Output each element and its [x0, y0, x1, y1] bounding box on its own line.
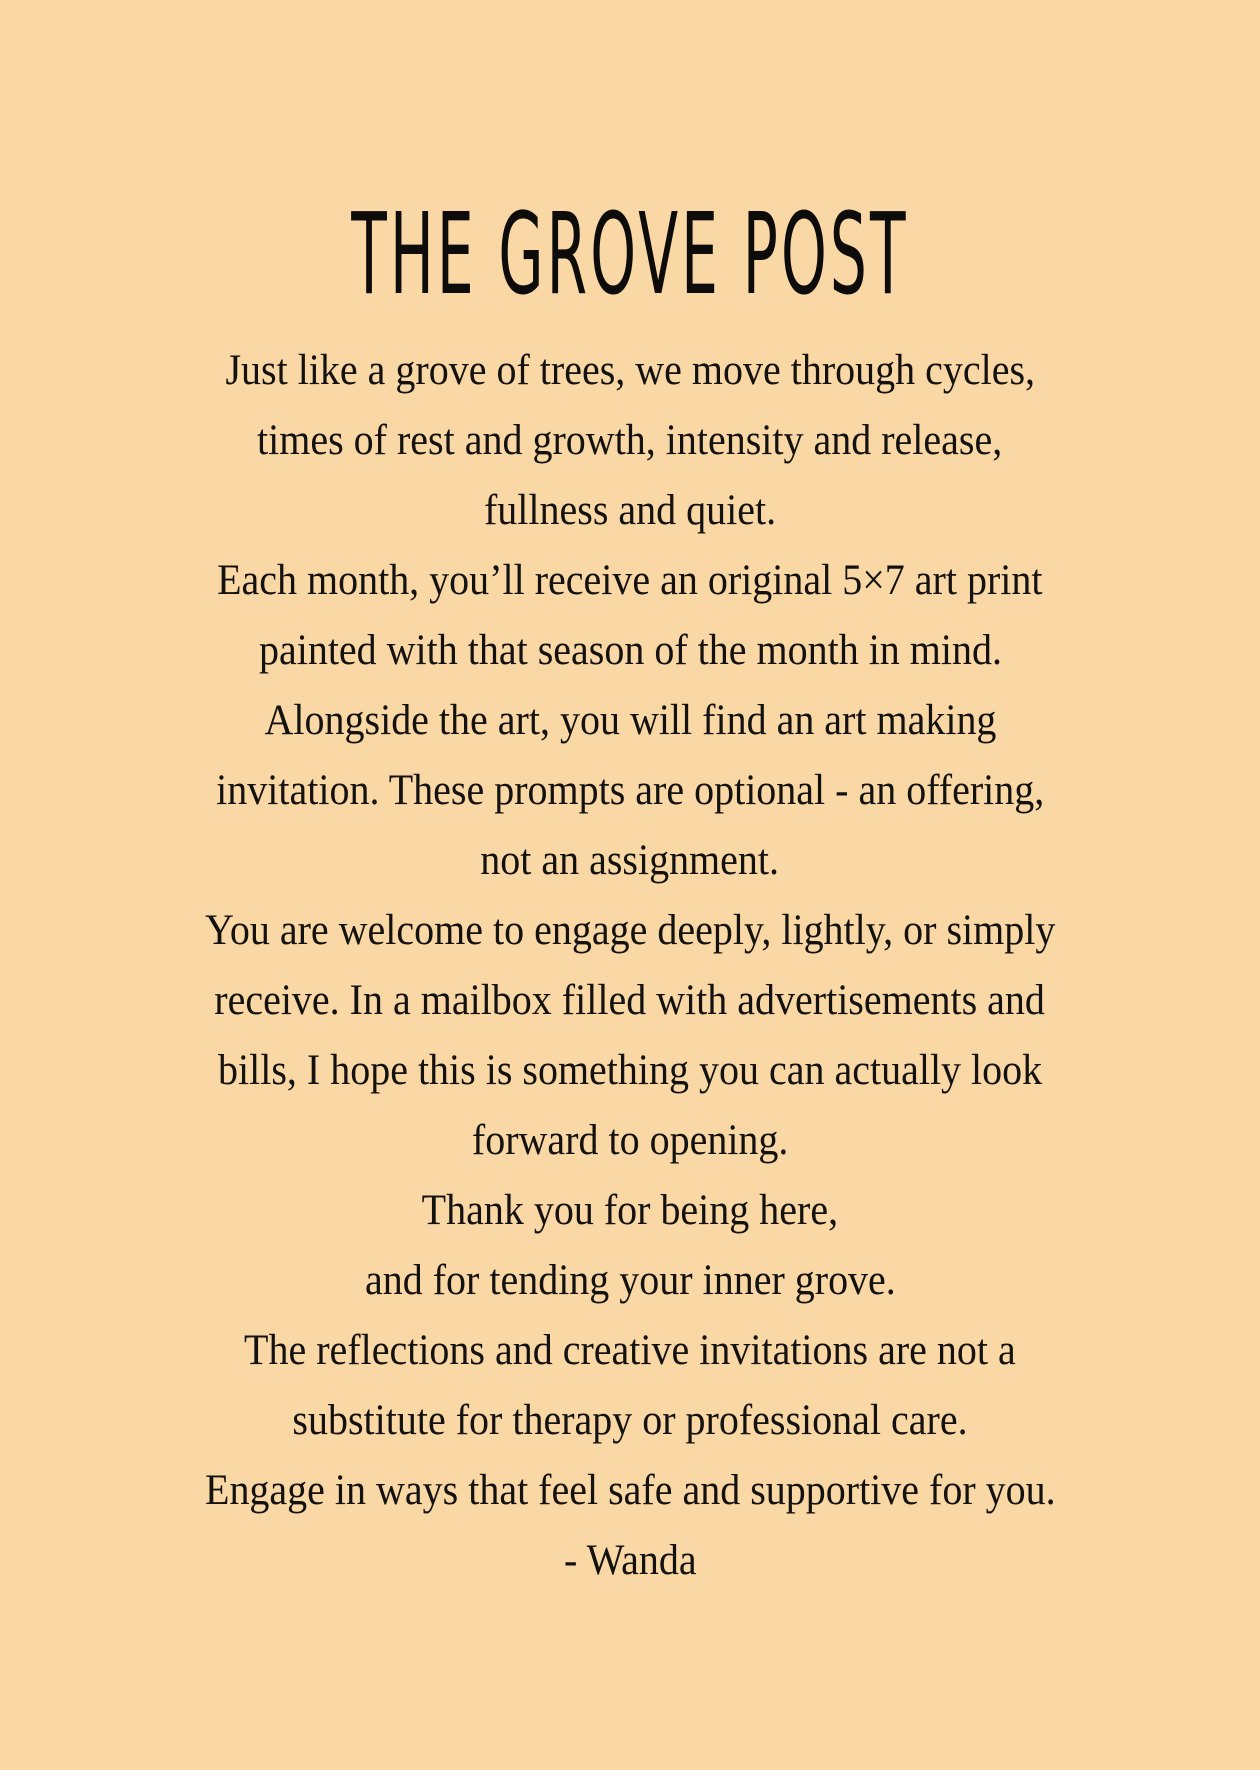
- signature: - Wanda: [563, 1537, 697, 1584]
- offer-line-1: Each month, you’ll receive an original 5×7 art print: [217, 557, 1043, 604]
- letter-body: [0, 336, 1260, 1596]
- disclaimer-line-2: substitute for therapy or professional care.: [292, 1397, 968, 1444]
- disclaimer-line-1: The reflections and creative invitations are not a: [244, 1327, 1016, 1374]
- masthead: [0, 190, 1260, 320]
- invitation-line-1: Alongside the art, you will find an art making: [264, 697, 996, 744]
- offer-line-2: painted with that season of the month in mind.: [258, 627, 1002, 674]
- intro-line-1: Just like a grove of trees, we move through cycles,: [225, 347, 1035, 394]
- intro-line-2: times of rest and growth, intensity and release,: [257, 417, 1003, 464]
- thanks-line-2: and for tending your inner grove.: [364, 1257, 896, 1304]
- welcome-line-2: receive. In a mailbox filled with advertisements and: [214, 977, 1046, 1024]
- disclaimer-line-3: Engage in ways that feel safe and supportive for you.: [204, 1467, 1056, 1514]
- welcome-line-4: forward to opening.: [471, 1117, 789, 1164]
- page-title: THE GROVE POST: [351, 190, 909, 320]
- welcome-line-3: bills, I hope this is something you can actually look: [217, 1047, 1043, 1094]
- intro-line-3: fullness and quiet.: [483, 487, 777, 534]
- invitation-line-3: not an assignment.: [480, 837, 780, 884]
- thanks-line-1: Thank you for being here,: [421, 1187, 839, 1234]
- welcome-line-1: You are welcome to engage deeply, lightly, or simply: [204, 907, 1056, 954]
- invitation-line-2: invitation. These prompts are optional - an offering,: [215, 767, 1045, 814]
